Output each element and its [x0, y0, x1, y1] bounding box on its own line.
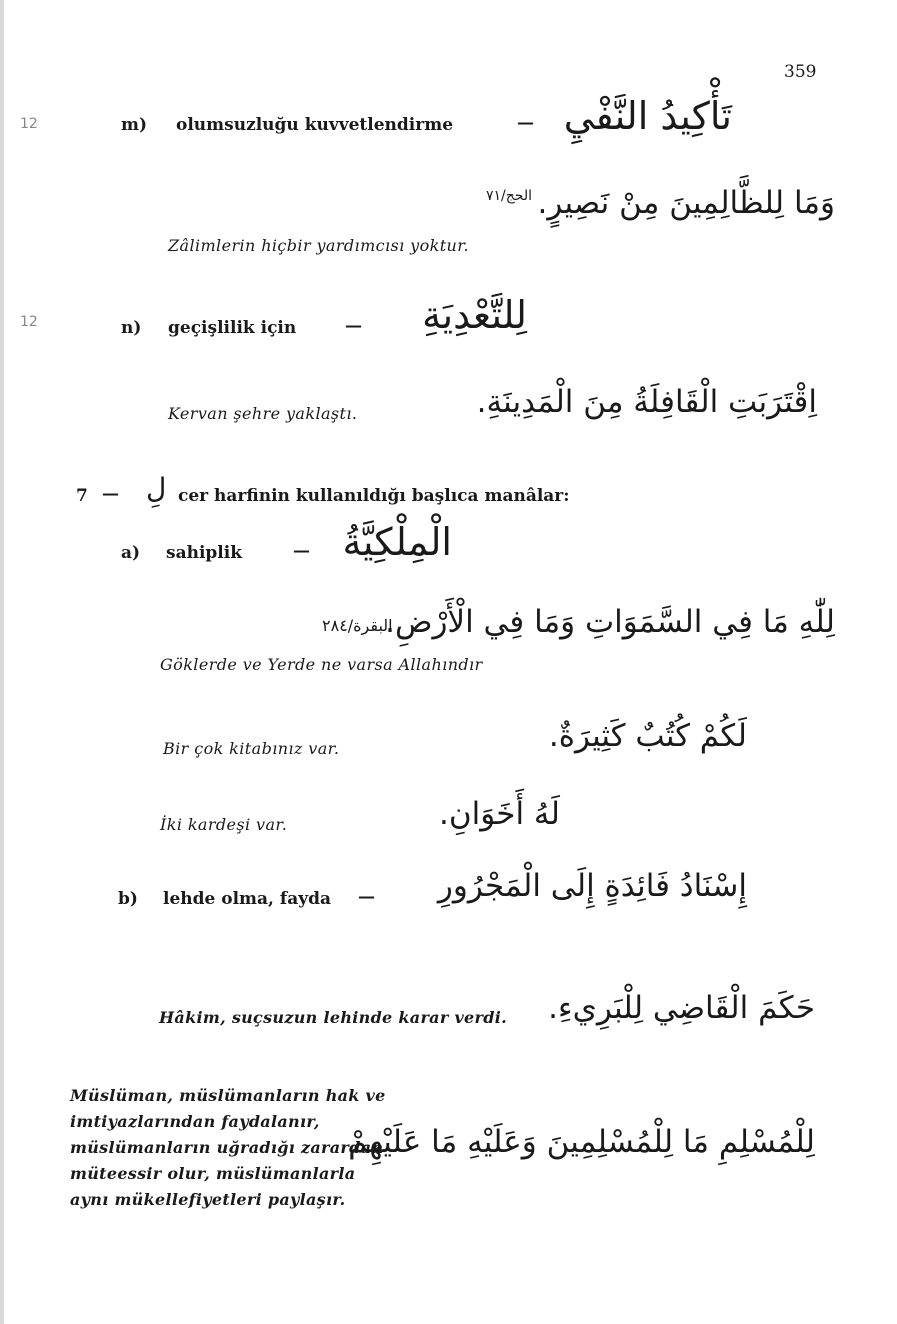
- item-a-translation: Göklerde ve Yerde ne varsa Allahındır: [160, 655, 483, 674]
- item-b-ex1-arabic: حَكَمَ الْقَاضِي لِلْبَرِيءِ.: [548, 990, 815, 1026]
- item-n-label: n): [121, 318, 142, 338]
- item-a-arabic-term: الْمِلْكِيَّةُ: [342, 520, 452, 564]
- paragraph-line: imtiyazlarından faydalanır,: [70, 1112, 320, 1131]
- item-m-term: olumsuzluğu kuvvetlendirme: [176, 115, 454, 135]
- item-b-label: b): [118, 889, 138, 909]
- item-m-label: m): [121, 115, 148, 135]
- item-n-example-arabic: اِقْتَرَبَتِ الْقَافِلَةُ مِنَ الْمَدِينَةِ.: [476, 384, 817, 420]
- paragraph-line: müteessir olur, müslümanlarla: [70, 1164, 356, 1183]
- item-b-term: lehde olma, fayda: [163, 889, 331, 909]
- item-m-arabic-term: تَأْكِيدُ النَّفْيِ: [563, 94, 732, 138]
- item-b-ex1-translation: Hâkim, suçsuzun lehinde karar verdi.: [159, 1008, 507, 1027]
- item-a-ex3-arabic: لَهُ أَخَوَانِ.: [439, 796, 560, 832]
- section-7-number: 7: [76, 486, 88, 506]
- margin-mark-n: 12: [20, 314, 38, 330]
- item-a-ex2-translation: Bir çok kitabınız var.: [163, 739, 340, 758]
- item-a-label: a): [121, 543, 141, 563]
- page-number: 359: [784, 62, 817, 82]
- section-7-heading: cer harfinin kullanıldığı başlıca manâlar:: [178, 486, 570, 506]
- item-b-paragraph-arabic: لِلْمُسْلِمِ مَا لِلْمُسْلِمِينَ وَعَلَيْهِ مَا عَلَيْهِمْ: [348, 1124, 815, 1160]
- item-n-term: geçişlilik için: [168, 318, 297, 338]
- item-n-dash: —: [345, 316, 362, 336]
- item-a-dash: —: [293, 541, 310, 561]
- item-n-translation: Kervan şehre yaklaştı.: [168, 404, 358, 423]
- item-b-dash: —: [358, 887, 375, 907]
- item-b-arabic-term: إِسْنَادُ فَائِدَةٍ إِلَى الْمَجْرُورِ: [437, 868, 747, 904]
- paragraph-line: aynı mükellefiyetleri paylaşır.: [70, 1190, 346, 1209]
- item-b-paragraph: [70, 1083, 386, 1213]
- item-a-example-ref: البقرة/٢٨٤: [322, 616, 393, 635]
- item-a-ex2-arabic: لَكُمْ كُتُبٌ كَثِيرَةٌ.: [548, 718, 747, 754]
- item-a-term: sahiplik: [166, 543, 242, 563]
- page-edge: [0, 0, 4, 1324]
- paragraph-line: Müslüman, müslümanların hak ve: [70, 1086, 386, 1105]
- paragraph-line: müslümanların uğradığı zarardan: [70, 1138, 384, 1157]
- item-a-example-arabic: لِلّٰهِ مَا فِي السَّمَوَاتِ وَمَا فِي الْأَرْضِ.: [385, 604, 835, 640]
- margin-mark-m: 12: [20, 116, 38, 132]
- section-7-dash: —: [102, 484, 119, 504]
- item-a-ex3-translation: İki kardeşi var.: [160, 815, 288, 834]
- item-m-example-arabic: وَمَا لِلظَّالِمِينَ مِنْ نَصِيرٍ.: [537, 185, 835, 221]
- section-7-letter: لِ: [146, 472, 167, 505]
- item-m-translation: Zâlimlerin hiçbir yardımcısı yoktur.: [168, 236, 470, 255]
- item-m-example-ref: الحج/٧١: [486, 188, 532, 204]
- item-n-arabic-term: لِلتَّعْدِيَةِ: [422, 293, 527, 337]
- item-m-dash: —: [517, 113, 534, 133]
